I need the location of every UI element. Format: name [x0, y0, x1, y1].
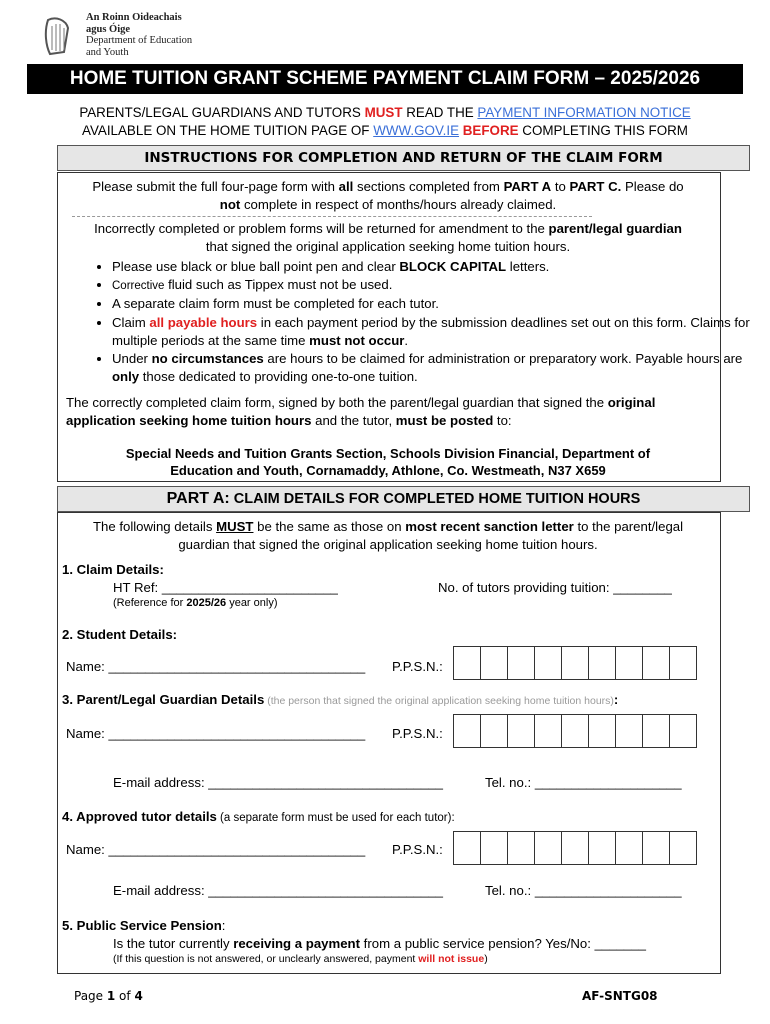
part-a-heading	[57, 486, 750, 512]
ppsn-box	[562, 647, 589, 679]
gov-ie-link[interactable]: WWW.GOV.IE	[373, 123, 460, 138]
text-bold: all	[338, 179, 354, 194]
parent-email-field[interactable]: E-mail address: ________________________________	[113, 775, 443, 790]
ppsn-box	[589, 715, 616, 747]
ppsn-box	[508, 647, 535, 679]
address-line: Special Needs and Tuition Grants Section, Schools Division Financial, Department of	[125, 446, 651, 461]
ppsn-box	[616, 832, 643, 864]
ppsn-box	[508, 715, 535, 747]
tutor-ppsn-boxes[interactable]	[453, 831, 697, 865]
pension-note: (If this question is not answered, or unclearly answered, payment will not issue)	[113, 953, 488, 965]
text: Please submit the full four-page form with	[92, 179, 339, 194]
student-ppsn-label: P.P.S.N.:	[392, 659, 443, 674]
instructions-para-3	[66, 394, 716, 430]
instructions-heading: INSTRUCTIONS FOR COMPLETION AND RETURN OF THE CLAIM FORM	[57, 145, 750, 171]
ht-ref-field[interactable]: HT Ref: ________________________	[113, 580, 338, 595]
text: sections completed from	[353, 179, 504, 194]
notice-must: MUST	[364, 105, 403, 120]
text-bold: PART A	[503, 179, 552, 194]
ppsn-box	[508, 832, 535, 864]
parent-ppsn-label: P.P.S.N.:	[392, 726, 443, 741]
tutor-details-title: 4. Approved tutor details (a separate form must be used for each tutor):	[62, 809, 455, 824]
list-item: • Claim all payable hours in each payment period by the submission deadlines set out on this form. Claims for multiple periods at the same time must not occur.	[112, 314, 764, 350]
text: to	[551, 179, 570, 194]
text: complete in respect of months/hours already claimed.	[240, 197, 557, 212]
form-code: AF-SNTG08	[582, 989, 658, 1003]
text: and the tutor,	[311, 413, 396, 428]
list-item: • Corrective fluid such as Tippex must not be used.	[112, 276, 764, 295]
ppsn-box	[454, 832, 481, 864]
instructions-para-2	[60, 220, 716, 256]
instructions-para-1	[60, 178, 716, 214]
tutor-ppsn-label: P.P.S.N.:	[392, 842, 443, 857]
page-number: Page 1 of 4	[74, 989, 143, 1003]
instructions-list	[62, 258, 764, 386]
dept-english-line2: and Youth	[86, 46, 129, 58]
list-item: • Please use black or blue ball point pen and clear BLOCK CAPITAL letters.	[112, 258, 764, 276]
text: Please do	[621, 179, 684, 194]
number-of-tutors-field[interactable]: No. of tutors providing tuition: ________	[438, 580, 672, 595]
text-bold: application seeking home tuition hours	[66, 413, 312, 428]
dept-english-line1: Department of Education	[86, 35, 193, 46]
tutor-tel-field[interactable]: Tel. no.: ____________________	[485, 883, 682, 898]
part-a-intro: The following details MUST be the same as those on most recent sanction letter to the parent/legal guardian that signed the original application seeking home tuition hours.	[92, 519, 684, 552]
ppsn-box	[454, 647, 481, 679]
notice-before: BEFORE	[459, 123, 519, 138]
reference-note: (Reference for 2025/26 year only)	[113, 597, 278, 609]
notice-line-1	[30, 105, 740, 120]
text-bold: original	[607, 395, 656, 410]
ppsn-box	[535, 715, 562, 747]
text: that signed the original application seeking home tuition hours.	[205, 239, 571, 254]
parent-details-title: 3. Parent/Legal Guardian Details (the person that signed the original application seeking home tuition hours):	[62, 692, 619, 707]
student-details-title: 2. Student Details:	[62, 627, 178, 642]
notice-text: PARENTS/LEGAL GUARDIANS AND TUTORS	[79, 105, 365, 120]
ppsn-box	[616, 647, 643, 679]
notice-text: READ THE	[402, 105, 478, 120]
ppsn-box	[643, 715, 670, 747]
pension-question[interactable]: Is the tutor currently receiving a payment from a public service pension? Yes/No: _______	[113, 936, 646, 951]
notice-text: COMPLETING THIS FORM	[518, 123, 688, 138]
ppsn-box	[589, 647, 616, 679]
harp-logo-icon	[42, 16, 72, 56]
ppsn-box	[535, 832, 562, 864]
part-a-label: PART A:	[166, 490, 230, 507]
ppsn-box	[670, 832, 696, 864]
ppsn-box	[589, 832, 616, 864]
notice-text: AVAILABLE ON THE HOME TUITION PAGE OF	[82, 123, 374, 138]
student-name-field[interactable]: Name: ___________________________________	[66, 659, 366, 674]
postal-address	[60, 445, 716, 479]
student-ppsn-boxes[interactable]	[453, 646, 697, 680]
parent-name-field[interactable]: Name: ___________________________________	[66, 726, 366, 741]
ppsn-box	[562, 832, 589, 864]
ppsn-box	[670, 715, 696, 747]
ppsn-box	[454, 715, 481, 747]
ppsn-box	[643, 832, 670, 864]
address-line: Education and Youth, Cornamaddy, Athlone, Co. Westmeath, N37 X659	[170, 463, 606, 478]
ppsn-box	[670, 647, 696, 679]
ppsn-box	[481, 832, 508, 864]
dept-irish-line2: agus Óige	[86, 23, 131, 35]
form-title: HOME TUITION GRANT SCHEME PAYMENT CLAIM FORM – 2025/2026	[27, 64, 743, 94]
ppsn-box	[481, 647, 508, 679]
tutor-name-field[interactable]: Name: ___________________________________	[66, 842, 366, 857]
text: The correctly completed claim form, signed by both the parent/legal guardian that signed the	[66, 395, 608, 410]
text: Incorrectly completed or problem forms will be returned for amendment to the	[94, 221, 549, 236]
part-a-title: CLAIM DETAILS FOR COMPLETED HOME TUITION HOURS	[229, 491, 641, 507]
parent-tel-field[interactable]: Tel. no.: ____________________	[485, 775, 682, 790]
text-bold: parent/legal guardian	[548, 221, 682, 236]
claim-details-title: 1. Claim Details:	[62, 562, 164, 577]
ppsn-box	[616, 715, 643, 747]
text-bold: not	[219, 197, 241, 212]
notice-line-2	[30, 123, 740, 138]
ppsn-box	[643, 647, 670, 679]
list-item: • Under no circumstances are hours to be claimed for administration or preparatory work. Payable hours are only those dedicated to providing one-to-one tuition.	[112, 350, 764, 386]
department-logo-text	[86, 12, 192, 58]
ppsn-box	[562, 715, 589, 747]
list-item: • A separate claim form must be completed for each tutor.	[112, 295, 764, 313]
text-bold: must be posted	[395, 413, 494, 428]
ppsn-box	[481, 715, 508, 747]
text: to:	[493, 413, 512, 428]
public-service-pension-title: 5. Public Service Pension:	[62, 918, 226, 933]
text-bold: PART C.	[569, 179, 622, 194]
ppsn-box	[535, 647, 562, 679]
parent-ppsn-boxes[interactable]	[453, 714, 697, 748]
divider	[72, 216, 592, 217]
tutor-email-field[interactable]: E-mail address: ________________________________	[113, 883, 443, 898]
dept-irish-line1: An Roinn Oideachais	[86, 12, 182, 23]
payment-information-notice-link[interactable]: PAYMENT INFORMATION NOTICE	[477, 105, 691, 120]
